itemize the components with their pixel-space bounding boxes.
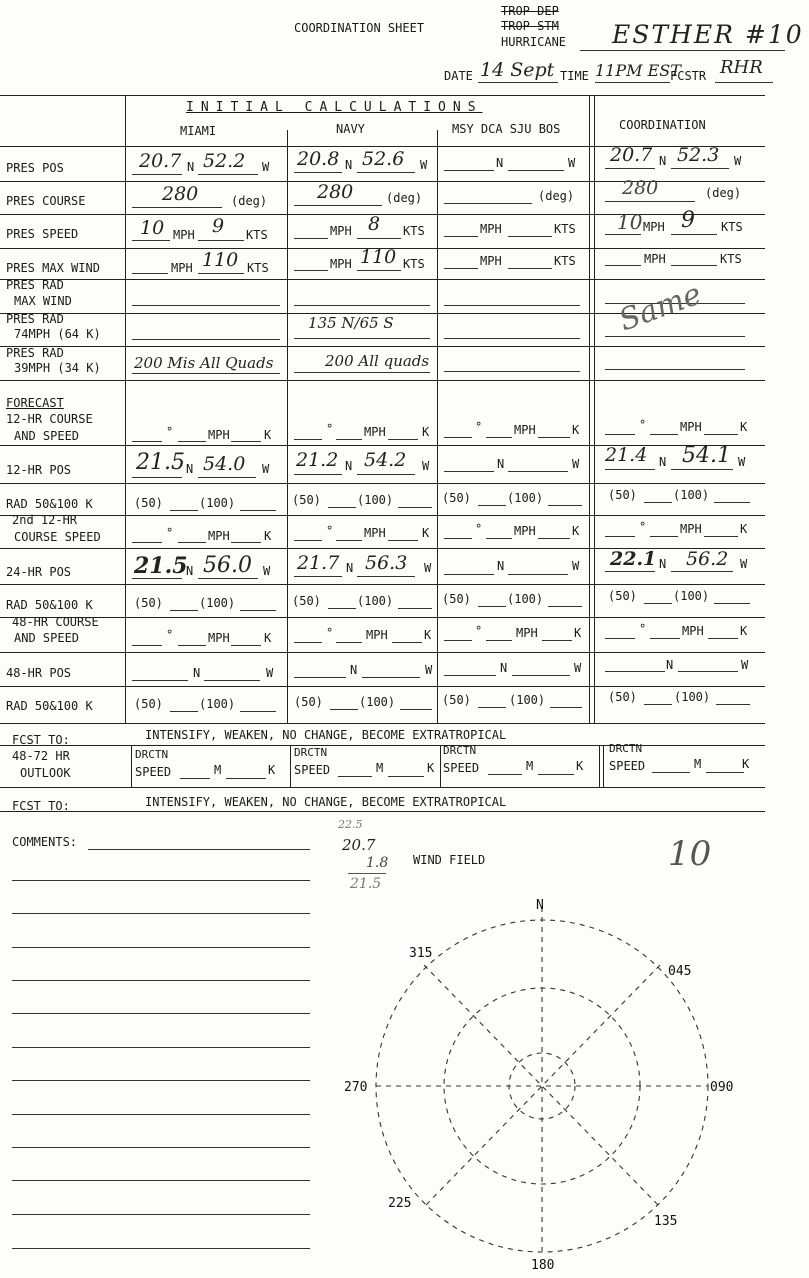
label-outlook-1: 48-72 HR (12, 749, 70, 763)
sheet-title: COORDINATION SHEET (294, 21, 425, 35)
miami-rad39: 200 Mis All Quads (134, 354, 274, 372)
miami-pos12-w: 54.0 (203, 453, 246, 475)
r100: (100) (357, 493, 394, 507)
unit-deg: (deg) (538, 189, 575, 203)
unit-n: N (500, 661, 508, 675)
bearing-045: 045 (668, 964, 692, 979)
unit-m: M (694, 757, 702, 771)
coord-pos24-n: 22.1 (610, 548, 657, 570)
label-pres-rad-74-2: 74MPH (64 K) (14, 327, 101, 341)
column-others: MSY DCA SJU BOS (452, 122, 561, 136)
unit-w: W (266, 666, 274, 680)
unit-degsym: ° (166, 425, 174, 439)
unit-n: N (666, 658, 674, 672)
speed: SPEED (135, 765, 172, 779)
r50: (50) (134, 596, 163, 610)
coord-pos12-w: 54.1 (682, 443, 731, 468)
advisory-number: 10 (668, 834, 712, 874)
miami-pos24-n: 21.5 (134, 553, 188, 579)
unit-mph: MPH (680, 420, 702, 434)
unit-n: N (186, 462, 194, 476)
miami-max-wind: 110 (202, 249, 239, 271)
r50: (50) (134, 496, 163, 510)
unit-k: K (268, 763, 276, 777)
label-c2-2: COURSE SPEED (14, 530, 101, 544)
unit-degsym: ° (639, 622, 647, 636)
bearing-135: 135 (654, 1214, 678, 1229)
calc-note-2: 20.7 (342, 836, 376, 854)
unit-kts: KTS (721, 220, 743, 234)
calc-note-3: 1.8 (366, 855, 389, 871)
unit-mph: MPH (644, 252, 666, 266)
unit-degsym: ° (639, 520, 647, 534)
label-pres-rad-max-1: PRES RAD (6, 278, 64, 292)
date-label: DATE (444, 69, 473, 83)
label-fcst-to: FCST TO: (12, 733, 70, 747)
unit-m: M (526, 759, 534, 773)
unit-k: K (742, 757, 750, 771)
storm-name: ESTHER #10 (612, 20, 804, 49)
unit-deg: (deg) (386, 191, 423, 205)
unit-n: N (659, 557, 667, 571)
unit-k: K (422, 526, 430, 540)
drctn: DRCTN (443, 744, 477, 757)
speed: SPEED (609, 759, 646, 773)
unit-kts: KTS (246, 228, 268, 242)
unit-n: N (497, 559, 505, 573)
unit-mph: MPH (330, 257, 352, 271)
r50: (50) (134, 697, 163, 711)
unit-degsym: ° (475, 420, 483, 434)
time-label: TIME (560, 69, 589, 83)
calc-note-1: 22.5 (338, 818, 363, 831)
label-pos24: 24-HR POS (6, 565, 72, 579)
r50: (50) (294, 695, 323, 709)
label-pres-rad-39-2: 39MPH (34 K) (14, 361, 101, 375)
r50: (50) (608, 589, 637, 603)
miami-course: 280 (162, 183, 199, 205)
section-title: INITIAL CALCULATIONS (186, 100, 483, 115)
bearing-090: 090 (710, 1080, 734, 1095)
r100: (100) (199, 496, 236, 510)
unit-m: M (376, 761, 384, 775)
r100: (100) (674, 690, 711, 704)
bearing-225: 225 (388, 1196, 412, 1211)
label-pos12: 12-HR POS (6, 463, 72, 477)
unit-n: N (496, 156, 504, 170)
unit-n: N (346, 561, 354, 575)
column-coordination: COORDINATION (619, 118, 706, 132)
navy-pos24-n: 21.7 (297, 552, 340, 574)
unit-mph: MPH (208, 428, 230, 442)
bearing-180: 180 (531, 1258, 555, 1273)
unit-w: W (263, 564, 271, 578)
unit-k: K (574, 626, 582, 640)
coord-pos12-n: 21.4 (605, 444, 648, 466)
label-pres-rad-max-2: MAX WIND (14, 294, 72, 308)
unit-mph: MPH (643, 220, 665, 234)
label-c48-2: AND SPEED (14, 631, 80, 645)
coord-pos-w: 52.3 (677, 144, 720, 166)
miami-pos-n: 20.7 (139, 150, 182, 172)
coord-pos-n: 20.7 (610, 144, 653, 166)
coord-speed-kts: 9 (681, 208, 695, 233)
unit-mph: MPH (330, 224, 352, 238)
wind-field-diagram (344, 895, 734, 1275)
unit-w: W (422, 459, 430, 473)
navy-max-wind: 110 (360, 246, 397, 268)
unit-k: K (740, 420, 748, 434)
unit-mph: MPH (682, 624, 704, 638)
coord-pos24-w: 56.2 (686, 548, 729, 570)
coord-course: 280 (622, 177, 659, 199)
r100: (100) (359, 695, 396, 709)
unit-k: K (576, 759, 584, 773)
label-pres-pos: PRES POS (6, 161, 64, 175)
unit-n: N (193, 666, 201, 680)
unit-degsym: ° (475, 522, 483, 536)
unit-n: N (186, 564, 194, 578)
unit-w: W (740, 557, 748, 571)
coord-speed-mph: 10 (617, 210, 643, 234)
unit-mph: MPH (480, 222, 502, 236)
r50: (50) (442, 693, 471, 707)
r50: (50) (442, 592, 471, 606)
unit-deg: (deg) (231, 194, 268, 208)
column-navy: NAVY (336, 122, 365, 136)
label-fcst-to-2: FCST TO: (12, 799, 70, 813)
label-pres-max-wind: PRES MAX WIND (6, 261, 100, 275)
r100: (100) (357, 594, 394, 608)
r100: (100) (507, 491, 544, 505)
r50: (50) (608, 690, 637, 704)
miami-pos-w: 52.2 (203, 150, 246, 172)
r100: (100) (509, 693, 546, 707)
label-pres-rad-74-1: PRES RAD (6, 312, 64, 326)
label-fc12-2: 12-HR COURSE (6, 412, 93, 426)
label-c48-1: 48-HR COURSE (12, 615, 99, 629)
unit-mph: MPH (514, 423, 536, 437)
speed: SPEED (443, 761, 480, 775)
unit-n: N (345, 459, 353, 473)
r100: (100) (507, 592, 544, 606)
unit-w: W (420, 158, 428, 172)
drctn: DRCTN (609, 742, 643, 755)
comments-label: COMMENTS: (12, 835, 78, 849)
unit-m: M (214, 763, 222, 777)
unit-w: W (425, 663, 433, 677)
r50: (50) (292, 493, 321, 507)
unit-w: W (572, 559, 580, 573)
fcst-options-2: INTENSIFY, WEAKEN, NO CHANGE, BECOME EXTRATROPICAL (145, 795, 507, 809)
navy-pos12-n: 21.2 (296, 449, 339, 471)
navy-rad74: 135 N/65 S (308, 314, 394, 332)
unit-degsym: ° (166, 628, 174, 642)
label-pos48: 48-HR POS (6, 666, 72, 680)
unit-kts: KTS (247, 261, 269, 275)
type-option-trop-stm: TROP STM (501, 19, 559, 33)
unit-w: W (574, 661, 582, 675)
label-fc12-1: FORECAST (6, 396, 64, 410)
column-miami: MIAMI (180, 124, 217, 138)
miami-pos12-n: 21.5 (136, 450, 185, 475)
unit-k: K (264, 529, 272, 543)
unit-mph: MPH (208, 529, 230, 543)
unit-w: W (741, 658, 749, 672)
compass-n: N (536, 898, 544, 913)
label-pres-speed: PRES SPEED (6, 227, 79, 241)
fcst-options-1: INTENSIFY, WEAKEN, NO CHANGE, BECOME EXTRATROPICAL (145, 728, 507, 742)
label-fc12-3: AND SPEED (14, 429, 80, 443)
unit-k: K (424, 628, 432, 642)
unit-mph: MPH (366, 628, 388, 642)
unit-mph: MPH (514, 524, 536, 538)
unit-n: N (659, 455, 667, 469)
type-option-hurricane: HURRICANE (501, 35, 567, 49)
unit-kts: KTS (554, 222, 576, 236)
unit-kts: KTS (403, 224, 425, 238)
label-rad-a: RAD 50&100 K (6, 497, 93, 511)
r50: (50) (608, 488, 637, 502)
unit-w: W (424, 561, 432, 575)
miami-pos24-w: 56.0 (203, 553, 252, 578)
r100: (100) (673, 488, 710, 502)
unit-k: K (740, 522, 748, 536)
drctn: DRCTN (294, 746, 328, 759)
label-pres-course: PRES COURSE (6, 194, 86, 208)
fcstr-value: RHR (720, 57, 763, 78)
r100: (100) (199, 596, 236, 610)
unit-k: K (572, 524, 580, 538)
label-rad-b: RAD 50&100 K (6, 598, 93, 612)
navy-pos-w: 52.6 (362, 148, 405, 170)
unit-mph: MPH (364, 526, 386, 540)
navy-pos-n: 20.8 (297, 148, 340, 170)
r50: (50) (442, 491, 471, 505)
unit-k: K (422, 425, 430, 439)
unit-degsym: ° (326, 626, 334, 640)
unit-w: W (568, 156, 576, 170)
navy-pos24-w: 56.3 (365, 552, 408, 574)
unit-w: W (262, 160, 270, 174)
unit-k: K (427, 761, 435, 775)
navy-pos12-w: 54.2 (364, 449, 407, 471)
navy-speed-kts: 8 (368, 213, 381, 235)
miami-speed-kts: 9 (212, 215, 225, 237)
r100: (100) (673, 589, 710, 603)
unit-degsym: ° (639, 418, 647, 432)
unit-mph: MPH (516, 626, 538, 640)
unit-k: K (264, 428, 272, 442)
unit-degsym: ° (475, 624, 483, 638)
unit-n: N (350, 663, 358, 677)
speed: SPEED (294, 763, 331, 777)
unit-k: K (264, 631, 272, 645)
unit-kts: KTS (403, 257, 425, 271)
unit-n: N (187, 160, 195, 174)
unit-w: W (262, 462, 270, 476)
unit-n: N (659, 154, 667, 168)
r100: (100) (199, 697, 236, 711)
fcstr-label: FCSTR (670, 69, 707, 83)
unit-k: K (572, 423, 580, 437)
unit-mph: MPH (680, 522, 702, 536)
label-pres-rad-39-1: PRES RAD (6, 346, 64, 360)
calc-note-4: 21.5 (350, 876, 382, 892)
bearing-315: 315 (409, 946, 433, 961)
bearing-270: 270 (344, 1080, 368, 1095)
unit-mph: MPH (173, 228, 195, 242)
label-outlook-2: OUTLOOK (20, 766, 71, 780)
unit-kts: KTS (720, 252, 742, 266)
unit-degsym: ° (326, 422, 334, 436)
unit-w: W (734, 154, 742, 168)
unit-mph: MPH (364, 425, 386, 439)
unit-deg: (deg) (705, 186, 742, 200)
unit-n: N (497, 457, 505, 471)
unit-n: N (345, 158, 353, 172)
wind-field-title: WIND FIELD (413, 853, 486, 867)
unit-w: W (738, 455, 746, 469)
unit-degsym: ° (326, 524, 334, 538)
drctn: DRCTN (135, 748, 169, 761)
unit-k: K (740, 624, 748, 638)
unit-mph: MPH (208, 631, 230, 645)
unit-degsym: ° (166, 526, 174, 540)
coord-rad-note: Same (614, 276, 707, 339)
time-value: 11PM EST (595, 61, 681, 80)
unit-mph: MPH (480, 254, 502, 268)
navy-course: 280 (317, 181, 354, 203)
navy-rad39: 200 All quads (325, 352, 430, 370)
miami-speed-mph: 10 (140, 217, 165, 239)
unit-mph: MPH (171, 261, 193, 275)
r50: (50) (292, 594, 321, 608)
label-rad-c: RAD 50&100 K (6, 699, 93, 713)
type-option-trop-dep: TROP DEP (501, 4, 559, 18)
label-c2-1: 2nd 12-HR (12, 513, 78, 527)
unit-kts: KTS (554, 254, 576, 268)
unit-w: W (572, 457, 580, 471)
date-value: 14 Sept (480, 59, 555, 81)
